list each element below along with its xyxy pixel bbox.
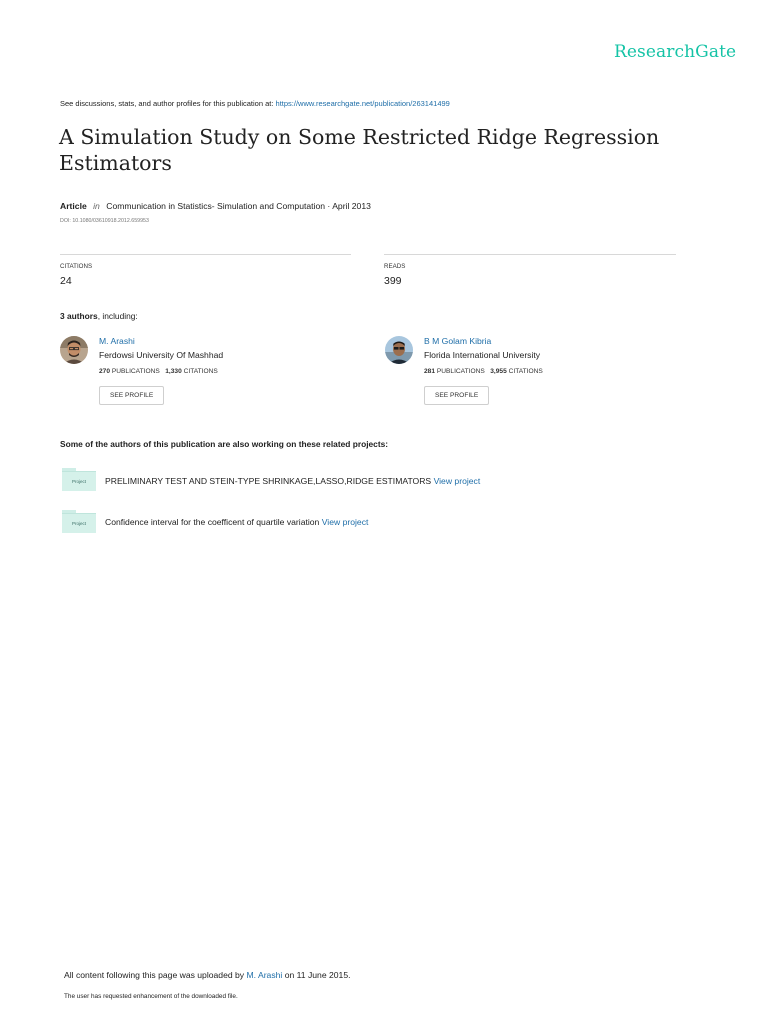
- person-photo-icon: [60, 336, 88, 364]
- article-type: Article: [60, 201, 87, 211]
- project-title: Confidence interval for the coefficent of quartile variation: [105, 517, 320, 527]
- publication-date: April 2013: [332, 201, 371, 211]
- project-item-2: [105, 517, 368, 527]
- paper-title: A Simulation Study on Some Restricted Ridge Regression Estimators: [59, 125, 660, 175]
- upload-prefix: All content following this page was uploaded by: [64, 970, 245, 980]
- project-item-1: [105, 476, 480, 486]
- publications-count: 281: [424, 368, 436, 375]
- project-folder-icon: [62, 468, 96, 488]
- author-institution-kibria: Florida International University: [424, 350, 541, 360]
- see-discussions-text: See discussions, stats, and author profiles for this publication at:: [60, 99, 274, 108]
- project-icon-label: Project: [62, 471, 96, 491]
- publication-url-link[interactable]: https://www.researchgate.net/publication/263141499: [275, 99, 450, 108]
- citations-label: CITATIONS: [183, 368, 218, 375]
- date-separator: ·: [327, 201, 331, 211]
- citations-divider: [60, 254, 351, 255]
- authors-count: 3 authors: [60, 311, 98, 321]
- authors-heading: [60, 311, 138, 321]
- reads-divider: [384, 254, 676, 255]
- author-institution-arashi: Ferdowsi University Of Mashhad: [99, 350, 224, 360]
- person-photo-icon: [385, 336, 413, 364]
- view-project-link[interactable]: View project: [433, 476, 481, 486]
- reads-label: READS: [384, 263, 406, 270]
- see-profile-button-arashi[interactable]: SEE PROFILE: [99, 386, 164, 405]
- project-title: PRELIMINARY TEST AND STEIN-TYPE SHRINKAGE,LASSO,RIDGE ESTIMATORS: [105, 476, 432, 486]
- article-meta: [60, 201, 371, 211]
- researchgate-logo[interactable]: ResearchGate: [614, 42, 737, 62]
- publications-label: PUBLICATIONS: [111, 368, 160, 375]
- enhancement-note: The user has requested enhancement of the downloaded file.: [64, 993, 238, 1000]
- related-projects-heading: Some of the authors of this publication are also working on these related projects:: [60, 439, 389, 449]
- doi-text: DOI: 10.1080/03610918.2012.659953: [60, 218, 149, 224]
- publications-count: 270: [99, 368, 111, 375]
- publications-label: PUBLICATIONS: [436, 368, 485, 375]
- journal-name: Communication in Statistics- Simulation and Computation: [106, 201, 325, 211]
- citations-label: CITATIONS: [508, 368, 543, 375]
- citations-label: CITATIONS: [60, 263, 93, 270]
- citations-count: 1,330: [165, 368, 182, 375]
- citations-count: 24: [60, 275, 72, 287]
- reads-count: 399: [384, 275, 402, 287]
- see-profile-button-kibria[interactable]: SEE PROFILE: [424, 386, 489, 405]
- project-folder-icon: [62, 510, 96, 530]
- author-name-arashi[interactable]: M. Arashi: [99, 336, 135, 346]
- in-label: in: [93, 201, 100, 211]
- author-stats-arashi: [99, 368, 218, 375]
- view-project-link[interactable]: View project: [321, 517, 369, 527]
- upload-suffix: on 11 June 2015.: [284, 970, 351, 980]
- author-avatar-kibria[interactable]: [385, 336, 413, 364]
- author-avatar-arashi[interactable]: [60, 336, 88, 364]
- citations-count: 3,955: [490, 368, 507, 375]
- project-icon-label: Project: [62, 513, 96, 533]
- author-stats-kibria: [424, 368, 543, 375]
- uploader-link[interactable]: M. Arashi: [246, 970, 283, 980]
- author-name-kibria[interactable]: B M Golam Kibria: [424, 336, 492, 346]
- see-discussions-line: [60, 99, 450, 108]
- upload-note: [64, 970, 351, 980]
- authors-suffix: , including:: [97, 311, 138, 321]
